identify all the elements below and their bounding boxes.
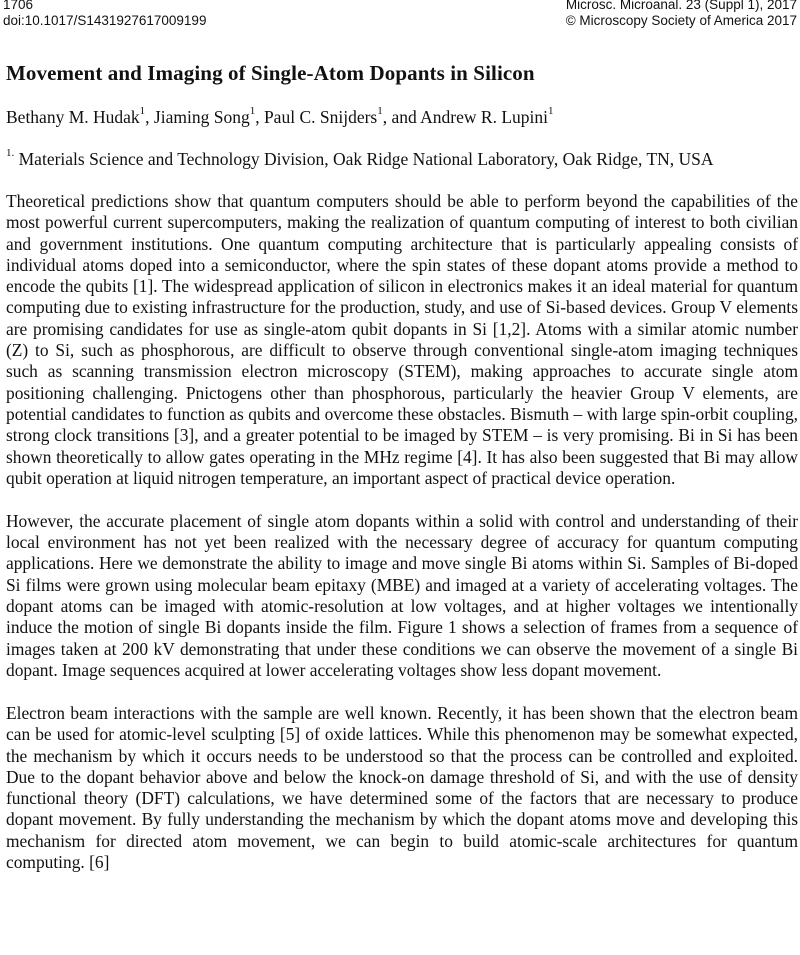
author: Bethany M. Hudak bbox=[6, 107, 140, 127]
journal-citation: Microsc. Microanal. 23 (Suppl 1), 2017 bbox=[565, 0, 797, 12]
affiliation-number: 1. bbox=[6, 147, 15, 159]
author-affiliation-mark: 1 bbox=[548, 105, 554, 117]
doi: doi:10.1017/S1431927617009199 bbox=[3, 13, 207, 28]
author-affiliation-mark: 1 bbox=[377, 105, 383, 117]
affiliation-text: Materials Science and Technology Division, Oak Ridge National Laboratory, Oak Ridge, TN, USA bbox=[14, 149, 714, 169]
author-affiliation-mark: 1 bbox=[249, 105, 256, 117]
author-list: Bethany M. Hudak$^1$, Jiaming Song$^1$, Paul C. Snijders$^1$, and Andrew R. Lupini$^1$ bbox=[6, 105, 554, 127]
page-number: 1706 bbox=[3, 0, 34, 12]
paper-title: Movement and Imaging of Single-Atom Dopants in Silicon bbox=[6, 61, 535, 85]
paragraph: However, the accurate placement of single atom dopants within a solid with control and understanding of their local environment has not yet been realized with the necessary degree of accuracy for quantum computing applications. Here we demonstrate the ability to image and move single Bi atoms within Si. Samples of Bi-doped Si films were grown using molecular beam epitaxy (MBE) and imaged at a variety of accelerating voltages. The dopant atoms can be imaged with atomic-resolution at low voltages, and at higher voltages we intentionally induce the motion of single Bi dopants inside the film. Figure 1 shows a selection of frames from a sequence of images taken at 200 kV demonstrating that under these conditions we can observe the movement of a single Bi dopant. Image sequences acquired at lower accelerating voltages show less dopant movement. bbox=[6, 510, 798, 680]
author: Jiaming Song bbox=[153, 107, 250, 127]
paragraph: Electron beam interactions with the sample are well known. Recently, it has been shown that the electron beam can be used for atomic-level sculpting [5] of oxide lattices. While this phenomenon may be somewhat expected, the mechanism by which it occurs needs to be understood so that the process can be controlled and exploited. Due to the dopant behavior above and below the knock-on damage threshold of Si, and with the use of density functional theory (DFT) calculations, we have determined some of the factors that are necessary to produce dopant movement. By fully understanding the mechanism by which the dopant atoms move and developing this mechanism for directed atom movement, we can begin to build atomic-scale architectures for quantum computing. [6] bbox=[6, 702, 798, 872]
affiliation bbox=[6, 149, 714, 170]
author: Andrew R. Lupini bbox=[420, 107, 549, 127]
author-affiliation-mark: 1 bbox=[139, 105, 146, 117]
copyright: © Microscopy Society of America 2017 bbox=[565, 13, 797, 28]
author: Paul C. Snijders bbox=[263, 107, 378, 127]
paragraph: Theoretical predictions show that quantum computers should be able to perform beyond the capabilities of the most powerful current supercomputers, making the realization of quantum computing of interest to both civilian and government institutions. One quantum computing architecture that is particularly appealing consists of individual atoms doped into a semiconductor, where the spin states of these dopant atoms provide a method to encode the qubits [1]. The widespread application of silicon in electronics makes it an ideal material for quantum computing due to existing infrastructure for the production, study, and use of Si-based devices. Group V elements are promising candidates for use as single-atom qubit dopants in Si [1,2]. Atoms with a similar atomic number (Z) to Si, such as phosphorous, are difficult to observe through conventional single-atom imaging techniques such as scanning transmission electron microscopy (STEM), making approaches to accurate single atom positioning challenging. Pnictogens other than phosphorous, particularly the heavier Group V elements, are potential candidates to function as qubits and overcome these obstacles. Bismuth – with large spin-orbit coupling, strong clock transitions [3], and a greater potential to be imaged by STEM – is very promising. Bi in Si has been shown theoretically to allow gates operating in the MHz regime [4]. It has also been suggested that Bi may allow qubit operation at liquid nitrogen temperature, an important aspect of practical device operation. bbox=[6, 191, 798, 488]
abstract-body bbox=[6, 191, 798, 895]
